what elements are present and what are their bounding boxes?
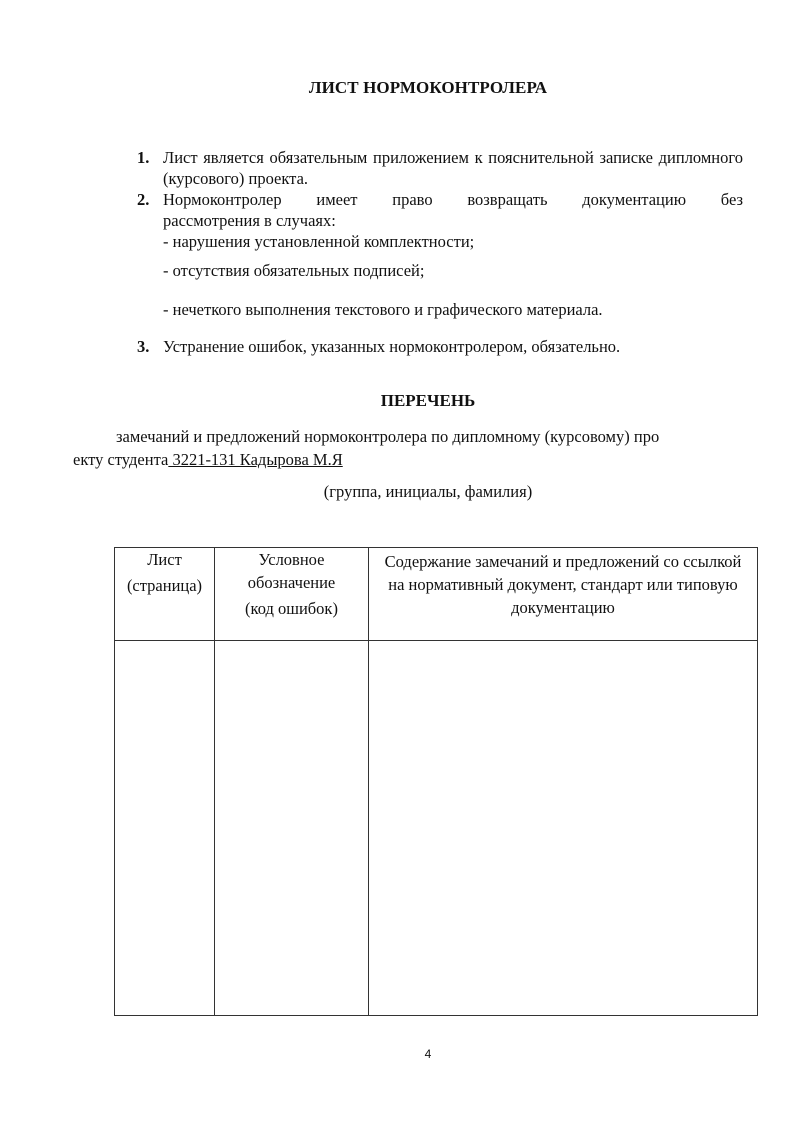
paragraph-prefix: екту студента — [73, 450, 169, 469]
table-cell[interactable] — [215, 641, 369, 1016]
field-caption: (группа, инициалы, фамилия) — [323, 482, 533, 501]
sub-item: - отсутствия обязательных подписей; — [163, 261, 425, 280]
header-cell-sheet — [115, 548, 215, 641]
table-cell[interactable] — [369, 641, 758, 1016]
header-text: Содержание замечаний и предложений со ссылкой на нормативный документ, стандарт или типовую документацию — [384, 552, 742, 617]
header-cell-code — [215, 548, 369, 641]
section-heading: ПЕРЕЧЕНЬ — [380, 391, 476, 410]
page-title: ЛИСТ НОРМОКОНТРОЛЕРА — [308, 78, 548, 97]
table-cell[interactable] — [115, 641, 215, 1016]
item-text: Нормоконтролер имеет право возвращать документацию без — [163, 190, 743, 209]
list-item — [137, 336, 743, 357]
intro-paragraph — [73, 425, 741, 471]
item-number: 3. — [137, 337, 150, 356]
item-text-cont: рассмотрения в случаях: — [163, 211, 336, 230]
rules-list — [137, 147, 743, 357]
header-text: Лист — [147, 550, 182, 569]
header-text: (страница) — [126, 576, 203, 595]
table-row — [115, 641, 758, 1016]
page-number: 4 — [424, 1047, 432, 1061]
item-text: Устранение ошибок, указанных нормоконтролером, обязательно. — [163, 337, 621, 356]
list-item — [137, 147, 743, 189]
header-text: обозначение — [247, 573, 336, 592]
student-name: 3221-131 Кадырова М.Я — [168, 450, 343, 469]
table-header-row — [115, 548, 758, 641]
paragraph-line: замечаний и предложений нормоконтролера по дипломному (курсовому) про — [116, 427, 660, 446]
header-text: Условное — [258, 550, 325, 569]
item-number: 2. — [137, 190, 150, 209]
paragraph-line — [73, 448, 741, 471]
header-text: (код ошибок) — [245, 599, 338, 618]
item-number: 1. — [137, 148, 150, 167]
remarks-table — [114, 547, 758, 1016]
list-item — [137, 189, 743, 320]
header-cell-content — [369, 548, 758, 641]
item-text: Лист является обязательным приложением к пояснительной записке дипломного (курсового) проекта. — [163, 148, 743, 188]
sub-item: - нечеткого выполнения текстового и графического материала. — [163, 300, 603, 319]
sub-item: - нарушения установленной комплектности; — [163, 232, 475, 251]
